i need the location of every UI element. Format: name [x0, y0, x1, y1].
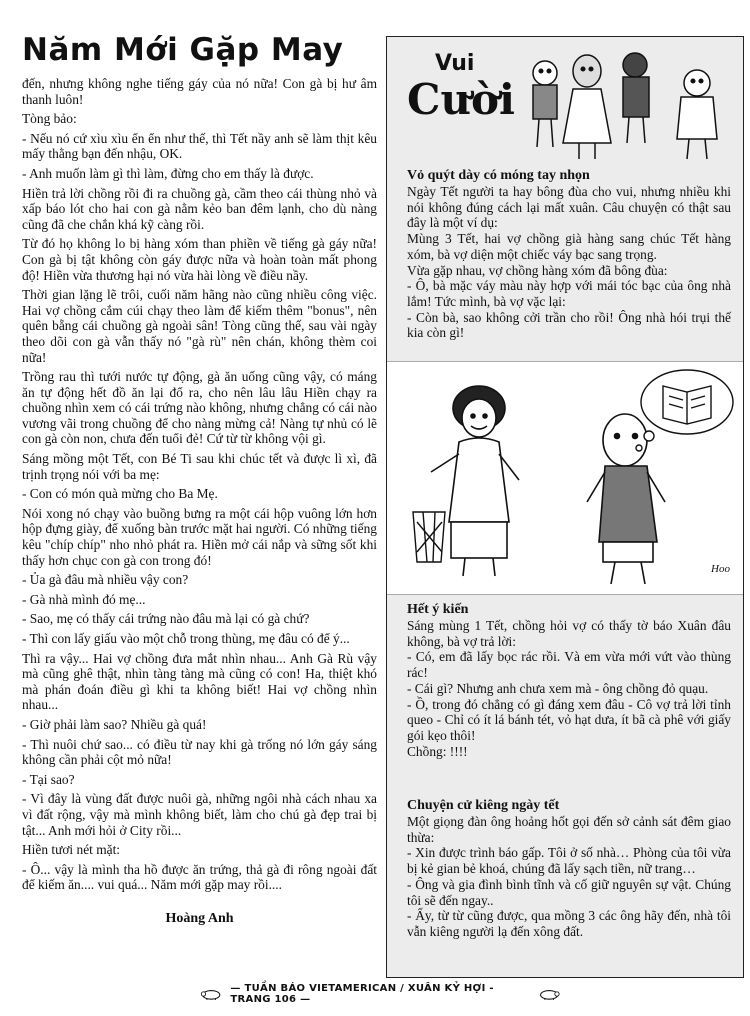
story-paragraph: - Anh muốn làm gì thì làm, đừng cho em thấy là được.: [22, 165, 314, 181]
story-paragraph: Nói xong nó chạy vào buồng bưng ra một cái hộp vuông lớn hơn hộp đựng giày, để xuống bàn trước mặt hai người. Có những tiếng kêu "chíp chíp" nho nhỏ phát ra. Hiền mở cái nắp và sững sốt khi thấy hơn chục con gà con trong đó!: [22, 505, 377, 568]
joke-2: [407, 601, 731, 759]
story-paragraph: - Thì nuôi chứ sao... có điều từ nay khi gà trống nó lớn gáy sáng không cần phải cột mỏ nữa!: [22, 736, 377, 768]
story-paragraph: - Nếu nó cứ xìu xìu ển ển như thế, thì Tết nầy anh sẽ làm thịt kêu mấy thằng bạn đến nhậu, OK.: [22, 130, 377, 162]
joke-line: - Ông và gia đình bình tĩnh và cố giữ nguyên sự vật. Chúng tôi sẽ đến ngay..: [407, 876, 731, 908]
story-paragraph: Hiền tươi nét mặt:: [22, 842, 121, 858]
story-paragraph: Sáng mồng một Tết, con Bé Ti sau khi chúc tết và được lì xì, đã trịnh trọng nói với ba mẹ:: [22, 451, 377, 482]
humor-title-big: Cười: [407, 75, 515, 124]
humor-box: [386, 36, 744, 978]
cartoon-figure-man-right: [677, 70, 717, 159]
footer-text: — TUẦN BÁO VIETAMERICAN / XUÂN KỶ HỢI - TRANG 106 —: [230, 983, 494, 1005]
humor-title-small: Vui: [435, 51, 475, 76]
story-paragraph: Thì ra vậy... Hai vợ chồng đưa mắt nhìn nhau... Anh Gà Rù vậy mà cũng ghê thật, nhìn tàng tàng mà cũng có con! Ha, thiệt khó mà phán đoán điều gì khi ta không biết! Hai vợ chồng nhìn nhau...: [22, 650, 377, 713]
cartoon-figure-man-left: [533, 61, 557, 147]
joke-title: Hết ý kiến: [407, 602, 469, 617]
story-paragraph: - Tại sao?: [22, 771, 75, 787]
story-paragraph: Từ đó họ không lo bị hàng xóm than phiền về tiếng gà gáy nữa! Con gà bị tật không còn gáy được nữa và hoàn toàn mất phong độ! Hiền vừa thương hại nó vừa hài lòng về điều nầy.: [22, 236, 377, 283]
story-paragraph: - Ô... vậy là mình tha hồ được ăn trứng, thả gà đi rông ngoài đất để kiếm ăn.... vui quá... Năm mới gặp may rồi....: [22, 861, 377, 893]
joke-line: Sáng mùng 1 Tết, chồng hỏi vợ có thấy tờ báo Xuân đâu không, bà vợ trả lời:: [407, 618, 731, 649]
page-footer: [200, 984, 560, 1004]
joke-line: - Xin được trình báo gấp. Tôi ở số nhà… Phòng của tôi vừa bị kẻ gian bẻ khoá, chúng đã lấy sạch tiền, nữ trang…: [407, 845, 731, 877]
story-byline: Hoàng Anh: [165, 910, 234, 926]
cartoon-woman: [431, 386, 519, 576]
joke-line: - Cái gì? Nhưng anh chưa xem mà - ông chồng đỏ quạu.: [407, 680, 709, 696]
story-body: [22, 76, 377, 893]
pig-icon: [200, 987, 222, 1001]
humor-title: [407, 51, 515, 123]
story-paragraph: - Thì con lấy giấu vào một chỗ trong thùng, mẹ đâu có để ý...: [22, 631, 350, 646]
joke-title: Vỏ quýt dày có móng tay nhọn: [407, 168, 590, 183]
pig-icon: [538, 987, 560, 1001]
thought-bubble-newspaper-icon: [636, 370, 733, 451]
trash-basket-icon: [413, 512, 445, 562]
cartoon-signature: Hoo: [711, 563, 730, 575]
joke-line: - Ồ, trong đó chẳng có gì đáng xem đâu - Cô vợ trả lời tỉnh queo - Chỉ có ít lá bánh tét, vỏ hạt dưa, ít bã cà phê với giấy gói kẹo thôi!: [407, 696, 731, 743]
story-paragraph: đến, nhưng không nghe tiếng gáy của nó nữa! Con gà bị hư âm thanh luôn!: [22, 76, 377, 107]
joke-line: Vừa gặp nhau, vợ chồng hàng xóm đã bông đùa:: [407, 262, 668, 278]
story-paragraph: Thời gian lặng lẽ trôi, cuối năm hãng nào cũng nhiều công việc. Hai vợ chồng cắm cúi chạy theo làm để kiếm thêm "bonus", nên quên bẵng cái chuồng gà ngoài sân! Tòng cũng thế, sau vài ngày theo dõi con gà vẫn thấy nó "gà rù" nên chán, không thèm coi nữa!: [22, 287, 377, 365]
humor-header: [387, 37, 743, 167]
joke-line: Ngày Tết người ta hay bông đùa cho vui, nhưng nhiều khi nói không đúng cách lại mất xuân. Câu chuyện có thật sau đây là một ví dụ:: [407, 184, 731, 231]
header-cartoon-figures: [517, 43, 739, 163]
cartoon-figure-man-middle: [623, 53, 649, 143]
story-paragraph: - Con có món quà mừng cho Ba Mẹ.: [22, 486, 218, 502]
joke-1: [407, 167, 731, 341]
story-paragraph: - Vì đây là vùng đất được nuôi gà, những ngôi nhà cách nhau xa vì đất rộng, vậy mà mình không biết, làm cho chú gà đẹp trai bị tật... Anh mới hỏi ở City rồi...: [22, 791, 377, 838]
joke-line: - Ấy, từ từ cũng được, qua mồng 3 các ông hãy đến, nhà tôi vẫn kiêng người lạ đến xông đất.: [407, 908, 731, 939]
joke-line: Chồng: !!!!: [407, 743, 468, 759]
couple-cartoon: [387, 362, 742, 592]
joke-3: [407, 797, 731, 940]
joke-line: - Có, em đã lấy bọc rác rồi. Và em vừa mới vứt vào thùng rác!: [407, 649, 731, 681]
joke-line: Một giọng đàn ông hoảng hốt gọi đến sở cảnh sát đêm giao thừa:: [407, 814, 731, 845]
story-paragraph: - Sao, mẹ có thấy cái trứng nào đâu mà lại có gà chứ?: [22, 611, 310, 627]
cartoon-illustration: [387, 361, 743, 595]
story-column: [22, 30, 377, 927]
story-paragraph: Hiền trả lời chồng rồi đi ra chuồng gà, cầm theo cái thùng nhỏ và xấp báo lót cho hai con gà nằm kẻo ban đêm lạnh, cho dù nàng cũng đã che chắn khá kỹ càng rồi.: [22, 185, 377, 232]
story-paragraph: - Giờ phải làm sao? Nhiều gà quá!: [22, 716, 207, 732]
story-paragraph: Tòng bảo:: [22, 111, 77, 127]
story-paragraph: - Ủa gà đâu mà nhiều vậy con?: [22, 572, 189, 588]
story-headline: Năm Mới Gặp May: [22, 32, 344, 68]
joke-line: - Ô, bà mặc váy màu này hợp với mái tóc bạc của ông nhà lắm! Tức mình, bà vợ vặc lại:: [407, 278, 731, 309]
story-paragraph: - Gà nhà mình đó mẹ...: [22, 591, 146, 607]
joke-line: Mùng 3 Tết, hai vợ chồng già hàng sang chúc Tết hàng xóm, bà vợ diện một chiếc váy bạc sang trọng.: [407, 231, 731, 262]
joke-line: - Còn bà, sao không cởi trần cho rồi! Ông nhà hói trụi thế kia còn gì!: [407, 309, 731, 341]
cartoon-figure-woman: [563, 55, 611, 159]
joke-title: Chuyện cử kiêng ngày tết: [407, 798, 560, 813]
story-paragraph: Trồng rau thì tưới nước tự động, gà ăn uống cũng vậy, có máng ăn tự động hết đồ ăn lại đổ ra, cho nên lâu lâu Hiền chạy ra chuồng nhìn xem có cái trứng nào không, nhưng chẳng có cái nào vương vãi trong chuồng để cho nàng mừng cả! Nàng tự nhủ có lẽ con gà còn non, chưa đến tuổi đẻ! Cứ từ từ không vội gì.: [22, 369, 377, 447]
